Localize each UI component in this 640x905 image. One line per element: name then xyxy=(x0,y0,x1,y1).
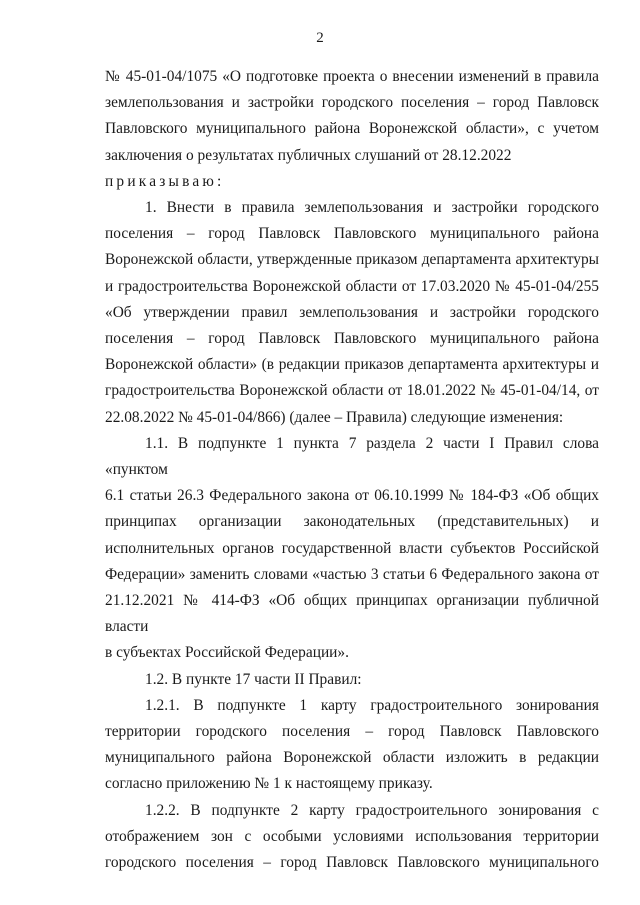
document-line: приказываю: xyxy=(105,172,225,190)
document-line: 6.1 статьи 26.3 Федерального закона от 06.10.1999 № 184-ФЗ «Об общих xyxy=(105,487,599,505)
document-line: 1.2. В пункте 17 части II Правил: xyxy=(145,670,362,688)
document-line: Воронежской области, утвержденные приказом департамента архитектуры xyxy=(105,251,599,269)
document-line: 21.12.2021 № 414-ФЗ «Об общих принципах организации публичной власти xyxy=(105,592,599,636)
document-line: муниципального района Воронежской области изложить в редакции xyxy=(105,749,599,767)
document-line: 1.2.1. В подпункте 1 карту градостроительного зонирования xyxy=(145,696,599,714)
page-number: 2 xyxy=(316,30,324,46)
document-line: и градостроительства Воронежской области от 17.03.2020 № 45-01-04/255 xyxy=(105,277,599,295)
document-line: 22.08.2022 № 45-01-04/866) (далее – Правила) следующие изменения: xyxy=(105,408,564,426)
document-line: Федерации» заменить словами «частью 3 статьи 6 Федерального закона от xyxy=(105,565,599,583)
document-line: «Об утверждении правил землепользования и застройки городского xyxy=(105,303,599,321)
document-line: землепользования и застройки городского поселения – город Павловск xyxy=(105,94,599,112)
document-line: № 45-01-04/1075 «О подготовке проекта о внесении изменений в правила xyxy=(105,68,599,85)
document-line: исполнительных органов государственной власти субъектов Российской xyxy=(105,539,599,557)
document-line: принципах организации законодательных (представительных) и xyxy=(105,513,599,531)
document-line: Воронежской области» (в редакции приказов департамента архитектуры и xyxy=(105,356,599,374)
document-line: заключения о результатах публичных слушаний от 28.12.2022 xyxy=(105,146,512,164)
document-line: поселения – город Павловск Павловского муниципального района xyxy=(105,330,599,348)
document-body xyxy=(105,64,599,876)
document-line: 1.2.2. В подпункте 2 карту градостроительного зонирования с xyxy=(145,801,599,819)
document-line: городского поселения – город Павловск Павловского муниципального xyxy=(105,854,599,872)
document-line: 1.1. В подпункте 1 пункта 7 раздела 2 части I Правил слова «пунктом xyxy=(105,434,599,479)
document-line: согласно приложению № 1 к настоящему приказу. xyxy=(105,775,433,793)
document-line: поселения – город Павловск Павловского муниципального района xyxy=(105,225,599,243)
document-line: отображением зон с особыми условиями использования территории xyxy=(105,827,599,845)
document-line: градостроительства Воронежской области от 18.01.2022 № 45-01-04/14, от xyxy=(105,382,599,400)
document-line: Павловского муниципального района Воронежской области», с учетом xyxy=(105,120,599,138)
document-line: 1. Внести в правила землепользования и застройки городского xyxy=(145,199,599,217)
document-line: в субъектах Российской Федерации». xyxy=(105,644,349,662)
document-line: территории городского поселения – город Павловск Павловского xyxy=(105,723,599,741)
